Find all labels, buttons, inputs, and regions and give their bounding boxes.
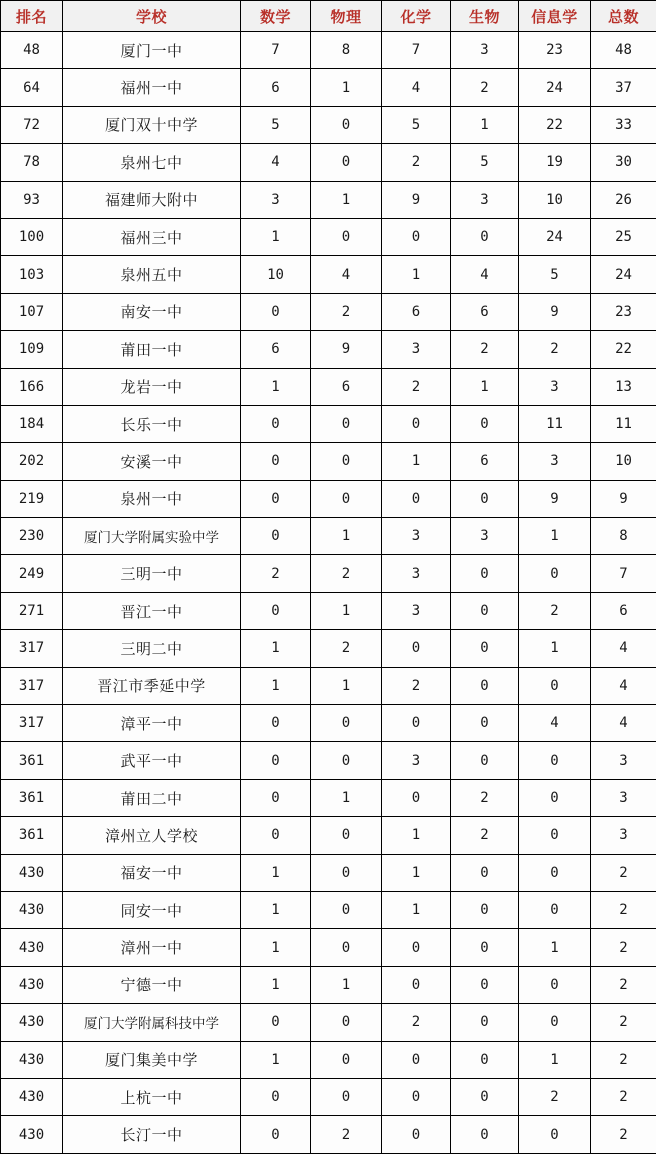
cell-chem-count: 6 <box>382 293 451 330</box>
table-row <box>1 256 656 293</box>
cell-total-count: 2 <box>591 1116 656 1153</box>
cell-school-name: 厦门大学附属科技中学 <box>63 1004 241 1041</box>
cell-total-count: 6 <box>591 592 656 629</box>
cell-total-count: 13 <box>591 368 656 405</box>
cell-bio-count: 3 <box>451 32 519 69</box>
cell-rank: 361 <box>1 817 63 854</box>
cell-info-count: 24 <box>519 218 591 255</box>
cell-info-count: 0 <box>519 854 591 891</box>
cell-rank: 361 <box>1 742 63 779</box>
table-row <box>1 929 656 966</box>
cell-total-count: 2 <box>591 929 656 966</box>
cell-phys-count: 0 <box>311 817 382 854</box>
cell-chem-count: 0 <box>382 480 451 517</box>
cell-school-name: 厦门双十中学 <box>63 106 241 143</box>
table-row <box>1 443 656 480</box>
cell-phys-count: 1 <box>311 779 382 816</box>
cell-bio-count: 2 <box>451 331 519 368</box>
cell-rank: 72 <box>1 106 63 143</box>
cell-total-count: 2 <box>591 1041 656 1078</box>
table-row <box>1 293 656 330</box>
cell-total-count: 3 <box>591 742 656 779</box>
cell-school-name: 安溪一中 <box>63 443 241 480</box>
cell-rank: 430 <box>1 1004 63 1041</box>
cell-chem-count: 0 <box>382 779 451 816</box>
cell-rank: 430 <box>1 891 63 928</box>
cell-total-count: 2 <box>591 1078 656 1115</box>
cell-info-count: 10 <box>519 181 591 218</box>
cell-bio-count: 3 <box>451 181 519 218</box>
cell-phys-count: 0 <box>311 929 382 966</box>
cell-math-count: 1 <box>241 854 311 891</box>
table-row <box>1 667 656 704</box>
cell-bio-count: 0 <box>451 630 519 667</box>
table-row <box>1 518 656 555</box>
cell-chem-count: 0 <box>382 630 451 667</box>
cell-phys-count: 0 <box>311 443 382 480</box>
cell-bio-count: 0 <box>451 929 519 966</box>
cell-info-count: 22 <box>519 106 591 143</box>
cell-math-count: 0 <box>241 817 311 854</box>
cell-chem-count: 5 <box>382 106 451 143</box>
cell-total-count: 9 <box>591 480 656 517</box>
cell-info-count: 2 <box>519 331 591 368</box>
cell-info-count: 9 <box>519 293 591 330</box>
cell-school-name: 莆田二中 <box>63 779 241 816</box>
cell-math-count: 0 <box>241 592 311 629</box>
cell-school-name: 漳平一中 <box>63 705 241 742</box>
cell-bio-count: 6 <box>451 293 519 330</box>
cell-phys-count: 1 <box>311 518 382 555</box>
table-row <box>1 817 656 854</box>
cell-school-name: 泉州七中 <box>63 144 241 181</box>
cell-chem-count: 0 <box>382 405 451 442</box>
cell-math-count: 7 <box>241 32 311 69</box>
cell-phys-count: 0 <box>311 218 382 255</box>
cell-total-count: 3 <box>591 817 656 854</box>
cell-phys-count: 8 <box>311 32 382 69</box>
cell-school-name: 厦门集美中学 <box>63 1041 241 1078</box>
cell-bio-count: 0 <box>451 966 519 1003</box>
table-row <box>1 331 656 368</box>
cell-rank: 100 <box>1 218 63 255</box>
cell-phys-count: 0 <box>311 705 382 742</box>
column-header-biology: 生物 <box>451 1 519 32</box>
cell-school-name: 南安一中 <box>63 293 241 330</box>
cell-math-count: 0 <box>241 1078 311 1115</box>
column-header-school: 学校 <box>63 1 241 32</box>
cell-total-count: 26 <box>591 181 656 218</box>
cell-bio-count: 0 <box>451 480 519 517</box>
cell-math-count: 0 <box>241 405 311 442</box>
cell-phys-count: 0 <box>311 144 382 181</box>
cell-rank: 230 <box>1 518 63 555</box>
cell-math-count: 0 <box>241 1004 311 1041</box>
cell-bio-count: 1 <box>451 106 519 143</box>
cell-info-count: 9 <box>519 480 591 517</box>
cell-chem-count: 1 <box>382 891 451 928</box>
table-row <box>1 32 656 69</box>
table-row <box>1 218 656 255</box>
cell-info-count: 3 <box>519 443 591 480</box>
cell-phys-count: 0 <box>311 106 382 143</box>
cell-chem-count: 2 <box>382 368 451 405</box>
cell-phys-count: 0 <box>311 480 382 517</box>
cell-bio-count: 0 <box>451 592 519 629</box>
cell-rank: 78 <box>1 144 63 181</box>
cell-phys-count: 4 <box>311 256 382 293</box>
cell-info-count: 0 <box>519 779 591 816</box>
cell-total-count: 4 <box>591 667 656 704</box>
cell-bio-count: 0 <box>451 1041 519 1078</box>
cell-school-name: 福安一中 <box>63 854 241 891</box>
cell-rank: 249 <box>1 555 63 592</box>
cell-chem-count: 4 <box>382 69 451 106</box>
cell-bio-count: 0 <box>451 667 519 704</box>
cell-chem-count: 2 <box>382 1004 451 1041</box>
cell-total-count: 22 <box>591 331 656 368</box>
cell-total-count: 4 <box>591 630 656 667</box>
cell-bio-count: 2 <box>451 779 519 816</box>
table-row <box>1 405 656 442</box>
cell-total-count: 37 <box>591 69 656 106</box>
cell-school-name: 上杭一中 <box>63 1078 241 1115</box>
cell-rank: 109 <box>1 331 63 368</box>
cell-total-count: 48 <box>591 32 656 69</box>
cell-info-count: 19 <box>519 144 591 181</box>
cell-rank: 219 <box>1 480 63 517</box>
cell-rank: 317 <box>1 630 63 667</box>
cell-bio-count: 5 <box>451 144 519 181</box>
cell-phys-count: 1 <box>311 592 382 629</box>
cell-school-name: 三明一中 <box>63 555 241 592</box>
cell-phys-count: 1 <box>311 181 382 218</box>
cell-chem-count: 0 <box>382 929 451 966</box>
cell-chem-count: 1 <box>382 817 451 854</box>
cell-phys-count: 0 <box>311 1041 382 1078</box>
cell-chem-count: 0 <box>382 966 451 1003</box>
cell-info-count: 0 <box>519 1116 591 1153</box>
cell-school-name: 泉州五中 <box>63 256 241 293</box>
cell-bio-count: 0 <box>451 555 519 592</box>
column-header-informatics: 信息学 <box>519 1 591 32</box>
cell-rank: 48 <box>1 32 63 69</box>
cell-chem-count: 3 <box>382 555 451 592</box>
cell-phys-count: 9 <box>311 331 382 368</box>
cell-chem-count: 3 <box>382 331 451 368</box>
cell-phys-count: 1 <box>311 667 382 704</box>
cell-rank: 103 <box>1 256 63 293</box>
cell-school-name: 武平一中 <box>63 742 241 779</box>
cell-rank: 107 <box>1 293 63 330</box>
cell-school-name: 厦门一中 <box>63 32 241 69</box>
cell-rank: 271 <box>1 592 63 629</box>
cell-chem-count: 0 <box>382 1078 451 1115</box>
table-row <box>1 854 656 891</box>
column-header-physics: 物理 <box>311 1 382 32</box>
cell-math-count: 1 <box>241 891 311 928</box>
cell-math-count: 0 <box>241 293 311 330</box>
cell-total-count: 25 <box>591 218 656 255</box>
cell-math-count: 0 <box>241 705 311 742</box>
cell-rank: 166 <box>1 368 63 405</box>
table-body <box>1 32 656 1154</box>
table-row <box>1 181 656 218</box>
cell-chem-count: 2 <box>382 667 451 704</box>
cell-math-count: 1 <box>241 667 311 704</box>
table-row <box>1 368 656 405</box>
cell-chem-count: 9 <box>382 181 451 218</box>
cell-bio-count: 0 <box>451 218 519 255</box>
cell-phys-count: 1 <box>311 69 382 106</box>
cell-school-name: 同安一中 <box>63 891 241 928</box>
cell-math-count: 1 <box>241 1041 311 1078</box>
cell-math-count: 1 <box>241 368 311 405</box>
cell-school-name: 莆田一中 <box>63 331 241 368</box>
cell-school-name: 漳州一中 <box>63 929 241 966</box>
cell-math-count: 1 <box>241 966 311 1003</box>
cell-math-count: 4 <box>241 144 311 181</box>
cell-chem-count: 0 <box>382 1041 451 1078</box>
cell-info-count: 11 <box>519 405 591 442</box>
cell-phys-count: 0 <box>311 891 382 928</box>
cell-school-name: 漳州立人学校 <box>63 817 241 854</box>
cell-math-count: 0 <box>241 518 311 555</box>
cell-info-count: 5 <box>519 256 591 293</box>
cell-info-count: 3 <box>519 368 591 405</box>
cell-rank: 93 <box>1 181 63 218</box>
cell-math-count: 0 <box>241 742 311 779</box>
cell-chem-count: 0 <box>382 218 451 255</box>
cell-bio-count: 0 <box>451 854 519 891</box>
cell-rank: 202 <box>1 443 63 480</box>
cell-info-count: 0 <box>519 667 591 704</box>
cell-info-count: 1 <box>519 630 591 667</box>
cell-info-count: 24 <box>519 69 591 106</box>
cell-bio-count: 0 <box>451 1004 519 1041</box>
cell-info-count: 1 <box>519 929 591 966</box>
cell-chem-count: 1 <box>382 256 451 293</box>
table-row <box>1 742 656 779</box>
cell-school-name: 龙岩一中 <box>63 368 241 405</box>
table-row <box>1 144 656 181</box>
cell-math-count: 1 <box>241 218 311 255</box>
cell-school-name: 晋江市季延中学 <box>63 667 241 704</box>
table-row <box>1 705 656 742</box>
cell-total-count: 3 <box>591 779 656 816</box>
cell-chem-count: 3 <box>382 742 451 779</box>
cell-phys-count: 0 <box>311 405 382 442</box>
cell-total-count: 8 <box>591 518 656 555</box>
cell-total-count: 11 <box>591 405 656 442</box>
table-row <box>1 779 656 816</box>
cell-total-count: 2 <box>591 891 656 928</box>
cell-info-count: 0 <box>519 817 591 854</box>
cell-bio-count: 0 <box>451 1116 519 1153</box>
cell-total-count: 33 <box>591 106 656 143</box>
table-row <box>1 1116 656 1153</box>
cell-math-count: 0 <box>241 779 311 816</box>
cell-bio-count: 2 <box>451 817 519 854</box>
cell-school-name: 长乐一中 <box>63 405 241 442</box>
cell-chem-count: 3 <box>382 518 451 555</box>
cell-bio-count: 1 <box>451 368 519 405</box>
table-row <box>1 1041 656 1078</box>
cell-info-count: 0 <box>519 1004 591 1041</box>
cell-math-count: 2 <box>241 555 311 592</box>
cell-rank: 430 <box>1 929 63 966</box>
cell-chem-count: 3 <box>382 592 451 629</box>
cell-bio-count: 0 <box>451 742 519 779</box>
column-header-math: 数学 <box>241 1 311 32</box>
cell-total-count: 23 <box>591 293 656 330</box>
table-row <box>1 1078 656 1115</box>
cell-rank: 317 <box>1 667 63 704</box>
cell-info-count: 0 <box>519 966 591 1003</box>
cell-total-count: 2 <box>591 966 656 1003</box>
cell-phys-count: 6 <box>311 368 382 405</box>
cell-total-count: 30 <box>591 144 656 181</box>
table-row <box>1 1004 656 1041</box>
cell-total-count: 2 <box>591 1004 656 1041</box>
cell-chem-count: 0 <box>382 1116 451 1153</box>
cell-info-count: 0 <box>519 555 591 592</box>
cell-info-count: 2 <box>519 592 591 629</box>
cell-bio-count: 0 <box>451 1078 519 1115</box>
table-row <box>1 891 656 928</box>
column-header-total: 总数 <box>591 1 656 32</box>
cell-math-count: 6 <box>241 69 311 106</box>
cell-info-count: 1 <box>519 1041 591 1078</box>
cell-bio-count: 4 <box>451 256 519 293</box>
cell-school-name: 福州一中 <box>63 69 241 106</box>
cell-info-count: 0 <box>519 891 591 928</box>
table-row <box>1 592 656 629</box>
cell-total-count: 10 <box>591 443 656 480</box>
table-row <box>1 630 656 667</box>
cell-phys-count: 2 <box>311 555 382 592</box>
cell-bio-count: 0 <box>451 705 519 742</box>
cell-phys-count: 2 <box>311 293 382 330</box>
cell-rank: 430 <box>1 1116 63 1153</box>
cell-rank: 430 <box>1 854 63 891</box>
table-row <box>1 480 656 517</box>
cell-info-count: 0 <box>519 742 591 779</box>
cell-phys-count: 2 <box>311 630 382 667</box>
cell-school-name: 泉州一中 <box>63 480 241 517</box>
cell-chem-count: 2 <box>382 144 451 181</box>
cell-info-count: 23 <box>519 32 591 69</box>
table-header-row <box>1 1 656 32</box>
cell-bio-count: 0 <box>451 405 519 442</box>
cell-phys-count: 1 <box>311 966 382 1003</box>
cell-math-count: 1 <box>241 929 311 966</box>
cell-rank: 317 <box>1 705 63 742</box>
table-row <box>1 555 656 592</box>
cell-rank: 430 <box>1 1078 63 1115</box>
cell-rank: 184 <box>1 405 63 442</box>
cell-info-count: 2 <box>519 1078 591 1115</box>
cell-phys-count: 0 <box>311 1078 382 1115</box>
column-header-rank: 排名 <box>1 1 63 32</box>
cell-rank: 64 <box>1 69 63 106</box>
cell-math-count: 6 <box>241 331 311 368</box>
cell-phys-count: 0 <box>311 1004 382 1041</box>
cell-rank: 430 <box>1 1041 63 1078</box>
cell-rank: 361 <box>1 779 63 816</box>
cell-bio-count: 0 <box>451 891 519 928</box>
cell-math-count: 10 <box>241 256 311 293</box>
cell-school-name: 厦门大学附属实验中学 <box>63 518 241 555</box>
cell-total-count: 7 <box>591 555 656 592</box>
cell-school-name: 福建师大附中 <box>63 181 241 218</box>
cell-math-count: 3 <box>241 181 311 218</box>
cell-math-count: 5 <box>241 106 311 143</box>
cell-phys-count: 2 <box>311 1116 382 1153</box>
table-row <box>1 69 656 106</box>
cell-chem-count: 1 <box>382 854 451 891</box>
table-header <box>1 1 656 32</box>
cell-school-name: 三明二中 <box>63 630 241 667</box>
cell-school-name: 长汀一中 <box>63 1116 241 1153</box>
column-header-chemistry: 化学 <box>382 1 451 32</box>
cell-total-count: 24 <box>591 256 656 293</box>
cell-info-count: 1 <box>519 518 591 555</box>
cell-school-name: 晋江一中 <box>63 592 241 629</box>
table-row <box>1 106 656 143</box>
cell-bio-count: 3 <box>451 518 519 555</box>
cell-phys-count: 0 <box>311 854 382 891</box>
cell-bio-count: 6 <box>451 443 519 480</box>
cell-total-count: 4 <box>591 705 656 742</box>
cell-chem-count: 0 <box>382 705 451 742</box>
cell-rank: 430 <box>1 966 63 1003</box>
cell-school-name: 福州三中 <box>63 218 241 255</box>
cell-math-count: 0 <box>241 480 311 517</box>
cell-total-count: 2 <box>591 854 656 891</box>
cell-math-count: 0 <box>241 443 311 480</box>
cell-math-count: 1 <box>241 630 311 667</box>
cell-chem-count: 1 <box>382 443 451 480</box>
cell-math-count: 0 <box>241 1116 311 1153</box>
cell-bio-count: 2 <box>451 69 519 106</box>
cell-info-count: 4 <box>519 705 591 742</box>
cell-phys-count: 0 <box>311 742 382 779</box>
table-row <box>1 966 656 1003</box>
cell-chem-count: 7 <box>382 32 451 69</box>
cell-school-name: 宁德一中 <box>63 966 241 1003</box>
